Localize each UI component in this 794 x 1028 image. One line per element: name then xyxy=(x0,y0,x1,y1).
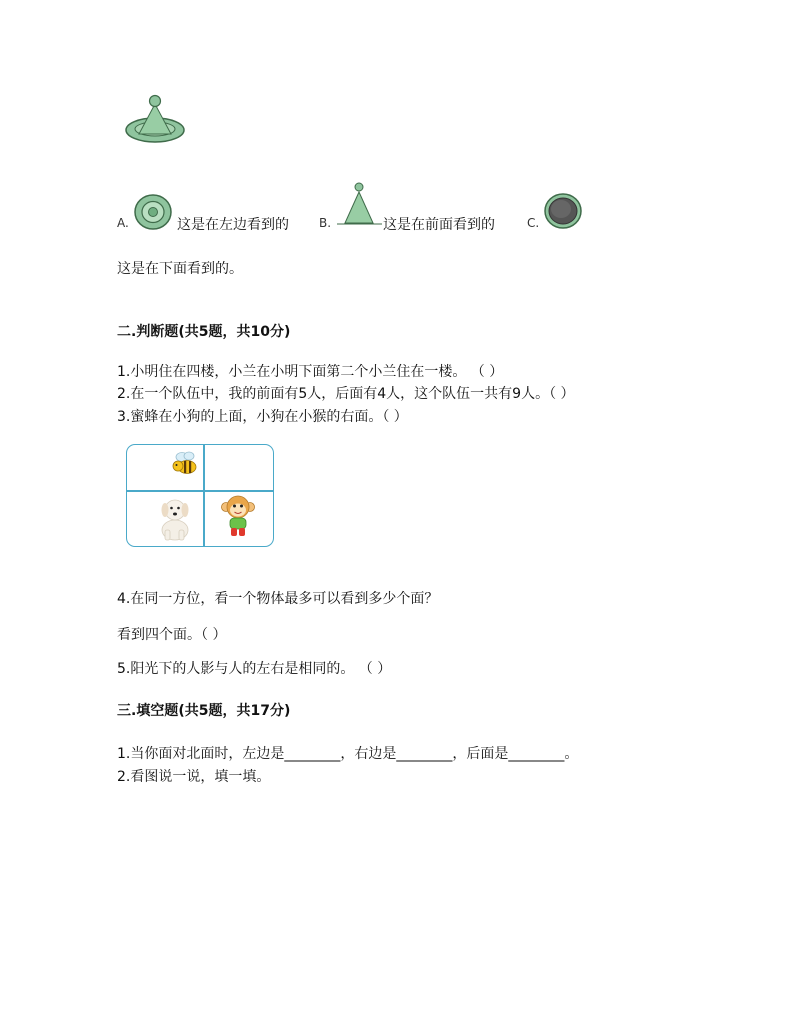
animal-position-grid xyxy=(126,444,274,547)
hat-figure xyxy=(124,94,188,152)
option-a-text: 这是在左边看到的 xyxy=(177,217,289,233)
fill-question-2: 2.看图说一说，填一填。 xyxy=(117,769,271,785)
judge-question-4-line-1: 4.在同一方位，看一个物体最多可以看到多少个面？ xyxy=(117,591,439,607)
option-c-text: 这是在下面看到的。 xyxy=(117,261,243,277)
option-c-letter: C. xyxy=(527,216,540,230)
option-a-concentric-view xyxy=(133,193,173,231)
option-b-letter: B. xyxy=(319,216,332,230)
judge-question-4-line-2: 看到四个面。（ ） xyxy=(117,627,227,643)
judge-question-2: 2.在一个队伍中，我的前面有5人，后面有4人，这个队伍一共有9人。（ ） xyxy=(117,386,575,402)
option-c-bottom-view xyxy=(543,192,583,230)
section-3-heading: 三.填空题(共5题，共17分) xyxy=(117,703,291,719)
fill-question-1: 1.当你面对北面时，左边是________，右边是________，后面是________。 xyxy=(117,746,579,762)
option-b-text: 这是在前面看到的 xyxy=(383,217,495,233)
judge-question-5: 5.阳光下的人影与人的左右是相同的。 （ ） xyxy=(117,661,392,677)
judge-question-1: 1.小明住在四楼，小兰在小明下面第二个小兰住在一楼。 （ ） xyxy=(117,364,504,380)
monkey-icon xyxy=(220,494,256,540)
section-2-heading: 二.判断题(共5题，共10分) xyxy=(117,324,291,340)
grid-vertical-divider xyxy=(203,445,205,546)
bee-icon xyxy=(171,451,201,479)
option-b-triangle-view xyxy=(337,180,383,230)
dog-icon xyxy=(155,494,195,542)
judge-question-3: 3.蜜蜂在小狗的上面，小狗在小猴的右面。（ ） xyxy=(117,409,408,425)
grid-horizontal-divider xyxy=(127,490,273,492)
option-a-letter: A. xyxy=(117,216,129,230)
